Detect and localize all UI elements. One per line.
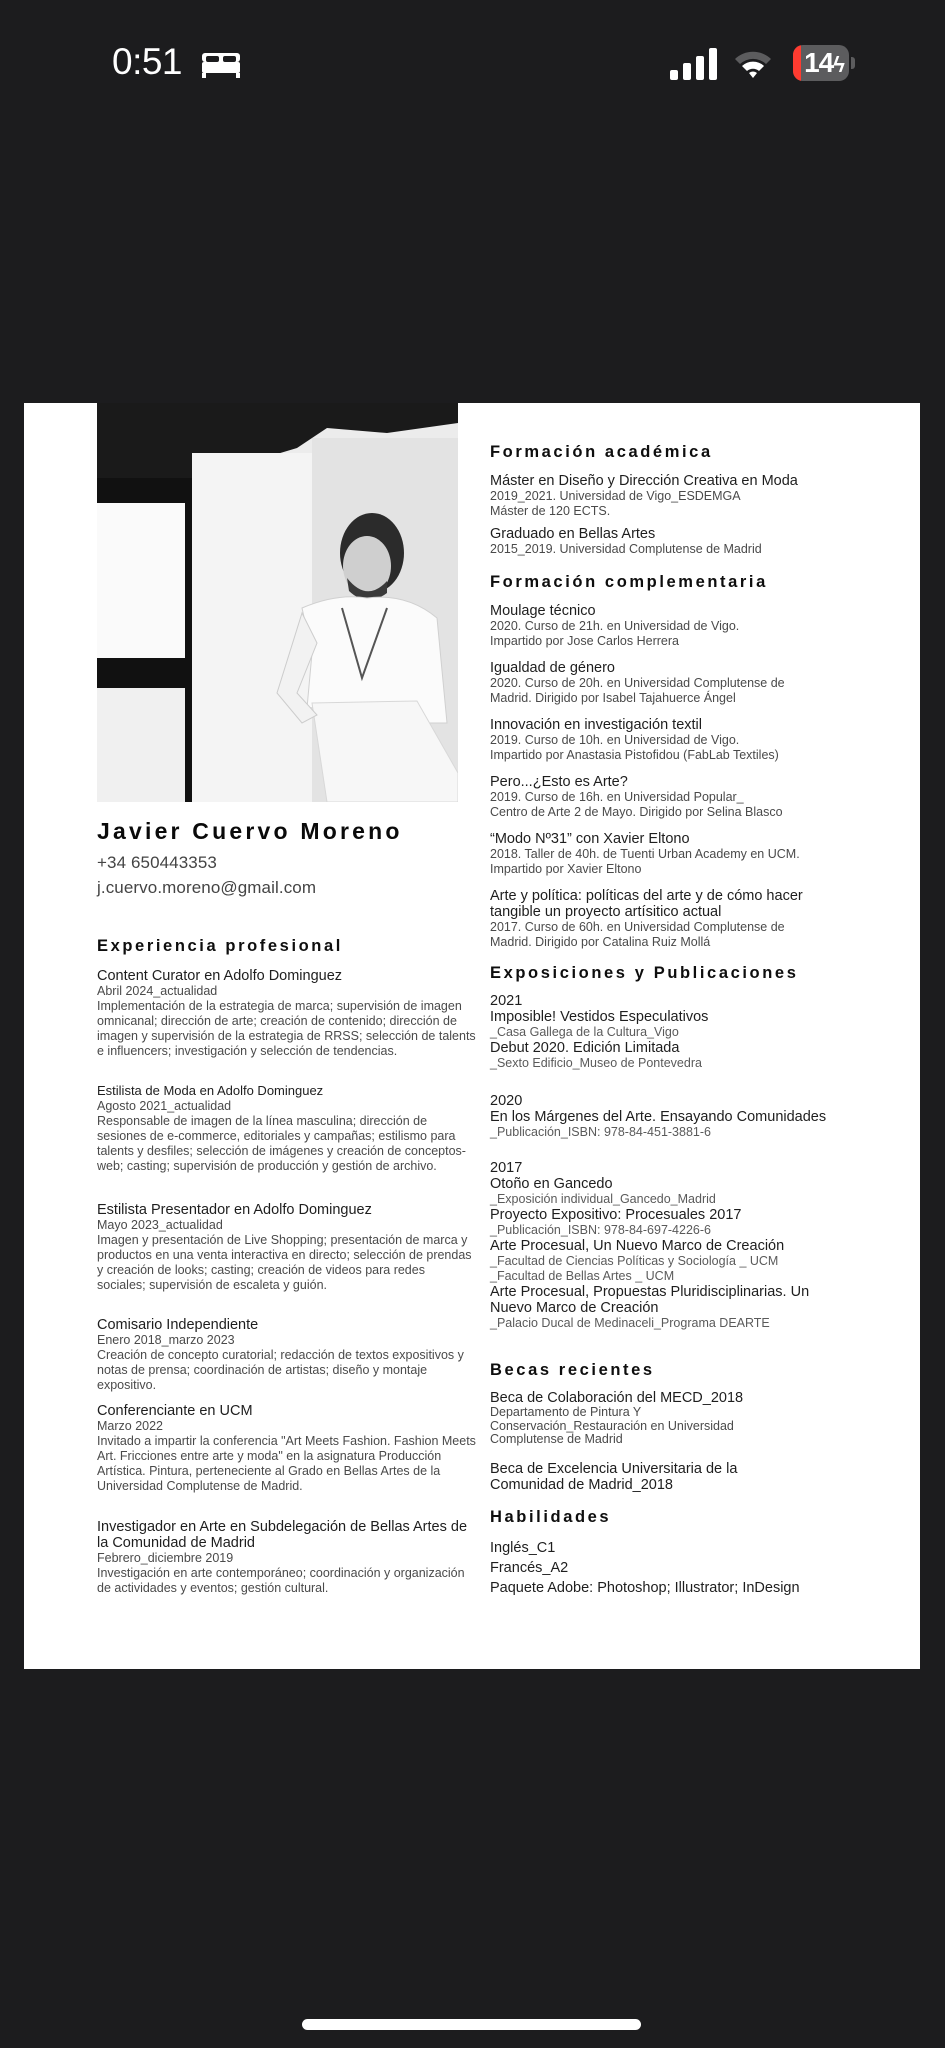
academic-item <box>490 473 910 519</box>
course-detail: 2020. Curso de 21h. en Universidad de Vigo. <box>490 619 740 633</box>
grant-item <box>490 1461 910 1493</box>
exhibition-venue: _Sexto Edificio_Museo de Pontevedra <box>490 1056 702 1070</box>
exhibition-year: 2021 <box>490 993 523 1009</box>
exhibition-title: Otoño en Gancedo <box>490 1176 613 1192</box>
exhibition-venue: _Facultad de Ciencias Políticas y Sociología _ UCM <box>490 1254 779 1268</box>
complementary-section <box>490 573 910 592</box>
academic-detail: Máster de 120 ECTS. <box>490 504 611 518</box>
status-time: 0:51 <box>112 41 183 82</box>
experience-date: Enero 2018_marzo 2023 <box>97 1333 235 1347</box>
skill-item: Francés_A2 <box>490 1560 569 1576</box>
course-detail: 2020. Curso de 20h. en Universidad Complutense de <box>490 676 785 690</box>
exhibition-venue: _Publicación_ISBN: 978-84-697-4226-6 <box>490 1223 711 1237</box>
profile-photo <box>97 403 458 802</box>
course-item <box>490 774 910 820</box>
academic-section <box>490 443 910 462</box>
section-heading-skills: Habilidades <box>490 1508 612 1526</box>
academic-item <box>490 526 910 557</box>
cellular-signal-icon <box>670 48 718 80</box>
candidate-name: Javier Cuervo Moreno <box>97 818 403 844</box>
course-title: Arte y política: políticas del arte y de cómo hacer tangible un proyecto artísitico actual <box>490 888 803 920</box>
grant-description: Departamento de Pintura Y Conservación_Restauración en Universidad Complutense de Madrid <box>490 1405 734 1446</box>
course-title: Igualdad de género <box>490 660 615 676</box>
exhibition-year-group <box>490 993 910 1071</box>
experience-item <box>97 1403 477 1494</box>
skills-section <box>490 1508 910 1527</box>
exhibitions-section <box>490 964 910 983</box>
grants-section <box>490 1361 910 1380</box>
wifi-icon <box>733 47 773 80</box>
grant-item <box>490 1390 910 1447</box>
experience-item <box>97 1083 477 1174</box>
experience-description: Creación de concepto curatorial; redacción de textos expositivos y notas de prensa; coordinación de artistas; diseño y montaje expositivo. <box>97 1348 464 1392</box>
course-detail: Madrid. Dirigido por Isabel Tajahuerce Ángel <box>490 691 736 705</box>
experience-title: Comisario Independiente <box>97 1317 259 1333</box>
exhibition-title: Debut 2020. Edición Limitada <box>490 1040 680 1056</box>
course-title: Innovación en investigación textil <box>490 717 702 733</box>
course-detail: 2017. Curso de 60h. en Universidad Complutense de <box>490 920 785 934</box>
experience-title: Content Curator en Adolfo Dominguez <box>97 968 343 984</box>
course-item <box>490 717 910 763</box>
experience-date: Agosto 2021_actualidad <box>97 1099 232 1113</box>
exhibition-venue: _Publicación_ISBN: 978-84-451-3881-6 <box>490 1125 711 1139</box>
skill-item: Inglés_C1 <box>490 1540 556 1556</box>
email-address[interactable]: j.cuervo.moreno@gmail.com <box>97 878 317 897</box>
course-detail: 2019. Curso de 10h. en Universidad de Vigo. <box>490 733 740 747</box>
skill-item: Paquete Adobe: Photoshop; Illustrator; InDesign <box>490 1580 800 1596</box>
experience-description: Investigación en arte contemporáneo; coordinación y organización de actividades y eventos; gestión cultural. <box>97 1566 465 1595</box>
skills-list <box>490 1538 910 1598</box>
experience-item <box>97 1202 477 1293</box>
experience-description: Responsable de imagen de la línea masculina; dirección de sesiones de e-commerce, editoriales y campañas; estilismo para talents y desfiles; selección de imágenes y creación de conceptos-web; casting; supervisión de producción y gestión de archivo. <box>97 1114 466 1173</box>
experience-title: Investigador en Arte en Subdelegación de Bellas Artes de la Comunidad de Madrid <box>97 1519 468 1551</box>
course-detail: 2018. Taller de 40h. de Tuenti Urban Academy en UCM. <box>490 847 800 861</box>
course-detail: Impartido por Jose Carlos Herrera <box>490 634 679 648</box>
course-detail: Impartido por Anastasia Pistofidou (FabLab Textiles) <box>490 748 779 762</box>
course-item <box>490 660 910 706</box>
exhibition-title: Imposible! Vestidos Especulativos <box>490 1009 709 1025</box>
exhibition-year: 2020 <box>490 1093 523 1109</box>
charging-bolt-icon: ϟ <box>833 52 844 77</box>
grant-title: Beca de Colaboración del MECD_2018 <box>490 1390 744 1406</box>
course-title: “Modo Nº31” con Xavier Eltono <box>490 831 690 847</box>
academic-title: Graduado en Bellas Artes <box>490 526 656 542</box>
experience-description: Implementación de la estrategia de marca; supervisión de imagen omnicanal; dirección de arte; creación de contenido; dirección de imagen y supervisión de la estrategia de RRSS; selección de talents e influencers; investigación y selección de tendencias. <box>97 999 476 1058</box>
exhibition-year-group <box>490 1093 910 1140</box>
course-title: Pero...¿Esto es Arte? <box>490 774 628 790</box>
experience-date: Marzo 2022 <box>97 1419 164 1433</box>
grant-title: Beca de Excelencia Universitaria de la Comunidad de Madrid_2018 <box>490 1461 738 1493</box>
course-item <box>490 831 910 877</box>
exhibition-title: Proyecto Expositivo: Procesuales 2017 <box>490 1207 742 1223</box>
course-detail: Centro de Arte 2 de Mayo. Dirigido por Selina Blasco <box>490 805 783 819</box>
experience-section <box>97 937 477 956</box>
battery-percent: 14 <box>804 47 834 78</box>
course-detail: 2019. Curso de 16h. en Universidad Popular_ <box>490 790 744 804</box>
experience-description: Imagen y presentación de Live Shopping; presentación de marca y productos en una venta interactiva en directo; selección de prendas y creación de looks; casting; creación de videos para redes sociales; supervisión de escaleta y guión. <box>97 1233 472 1292</box>
experience-title: Estilista Presentador en Adolfo Dominguez <box>97 1202 372 1218</box>
exhibition-venue: _Palacio Ducal de Medinaceli_Programa DEARTE <box>490 1316 770 1330</box>
exhibition-venue: _Exposición individual_Gancedo_Madrid <box>490 1192 716 1206</box>
academic-detail: 2015_2019. Universidad Complutense de Madrid <box>490 542 762 556</box>
experience-item <box>97 968 477 1059</box>
exhibition-year-group <box>490 1160 910 1331</box>
course-item <box>490 888 910 950</box>
phone-number[interactable]: +34 650443353 <box>97 853 217 872</box>
experience-date: Abril 2024_actualidad <box>97 984 218 998</box>
experience-item <box>97 1317 477 1393</box>
exhibition-year: 2017 <box>490 1160 523 1176</box>
course-title: Moulage técnico <box>490 603 596 619</box>
course-detail: Impartido por Xavier Eltono <box>490 862 642 876</box>
bed-icon <box>201 49 241 79</box>
section-heading-experience: Experiencia profesional <box>97 937 343 955</box>
section-heading-complementary: Formación complementaria <box>490 573 768 591</box>
experience-item <box>97 1519 477 1596</box>
exhibition-venue: _Casa Gallega de la Cultura_Vigo <box>490 1025 679 1039</box>
home-indicator[interactable] <box>302 2019 641 2030</box>
exhibition-venue: _Facultad de Bellas Artes _ UCM <box>490 1269 675 1283</box>
experience-date: Mayo 2023_actualidad <box>97 1218 223 1232</box>
status-bar <box>0 0 945 130</box>
experience-title: Estilista de Moda en Adolfo Dominguez <box>97 1083 324 1098</box>
experience-title: Conferenciante en UCM <box>97 1403 253 1419</box>
section-heading-exhibitions: Exposiciones y Publicaciones <box>490 964 799 982</box>
battery-indicator <box>793 45 855 81</box>
exhibition-title: Arte Procesual, Propuestas Pluridisciplinarias. Un Nuevo Marco de Creación <box>490 1284 810 1316</box>
experience-description: Invitado a impartir la conferencia "Art Meets Fashion. Fashion Meets Art. Fricciones entre arte y moda" en la asignatura Producción Artística. Pintura, perteneciente al Grado en Bellas Artes de la Universidad Complutense de Madrid. <box>97 1434 476 1493</box>
cv-document-page <box>24 403 920 1669</box>
exhibition-title: En los Márgenes del Arte. Ensayando Comunidades <box>490 1109 827 1125</box>
academic-title: Máster en Diseño y Dirección Creativa en Moda <box>490 473 798 489</box>
experience-date: Febrero_diciembre 2019 <box>97 1551 234 1565</box>
section-heading-academic: Formación académica <box>490 443 713 461</box>
exhibition-title: Arte Procesual, Un Nuevo Marco de Creación <box>490 1238 785 1254</box>
course-detail: Madrid. Dirigido por Catalina Ruiz Mollá <box>490 935 711 949</box>
academic-detail: 2019_2021. Universidad de Vigo_ESDEMGA <box>490 489 741 503</box>
course-item <box>490 603 910 649</box>
section-heading-grants: Becas recientes <box>490 1361 655 1379</box>
